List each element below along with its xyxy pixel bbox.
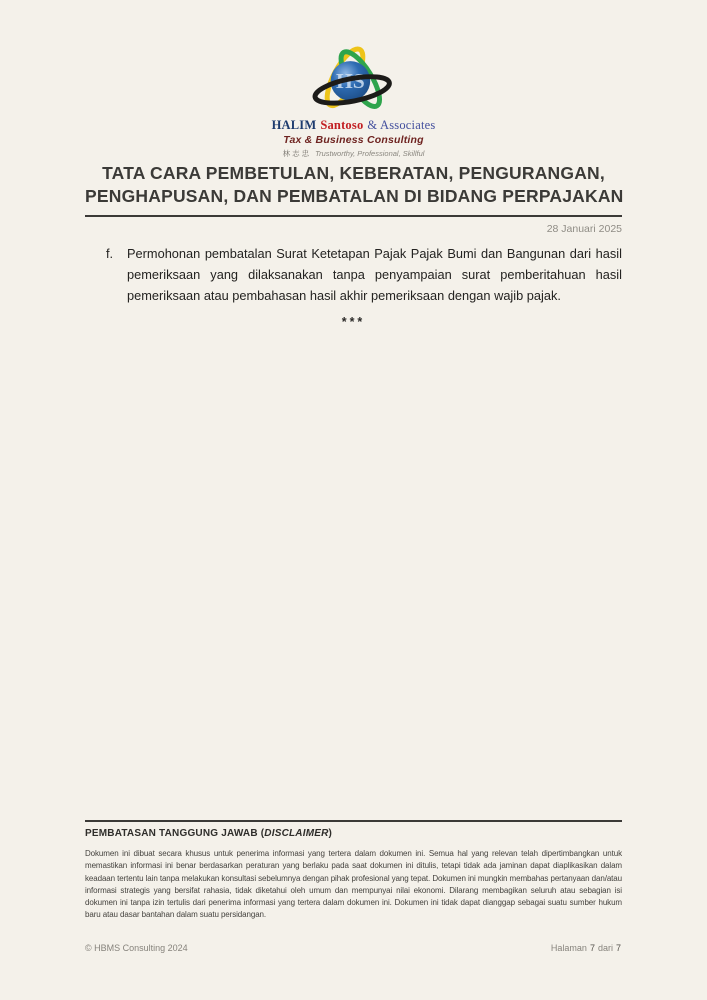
disclaimer-heading-prefix: PEMBATASAN TANGGUNG JAWAB ( <box>85 828 265 839</box>
disclaimer-heading-italic: DISCLAIMER <box>264 828 329 839</box>
document-date: 28 Januari 2025 <box>546 223 622 235</box>
disclaimer-heading <box>85 828 622 839</box>
page-number-total: 7 <box>615 943 621 953</box>
page-title-line1: TATA CARA PEMBETULAN, KEBERATAN, PENGURANGAN, <box>102 163 605 183</box>
copyright-notice: © HBMS Consulting 2024 <box>85 943 188 953</box>
document-body <box>85 243 622 329</box>
company-motto-cjk: 林志忠 <box>282 149 312 158</box>
list-item-label: f. <box>106 246 114 261</box>
company-motto-text: Trustworthy, Professional, Skillful <box>315 149 425 158</box>
page-number-word: Halaman <box>550 943 587 953</box>
page-title-line2: PENGHAPUSAN, DAN PEMBATALAN DI BIDANG PERPAJAKAN <box>85 186 624 206</box>
list-item-text: Permohonan pembatalan Surat Ketetapan Pajak Pajak Bumi dan Bangunan dari hasil pemeriksaan yang dilaksanakan tanpa penyampaian surat pemberitahuan hasil pemeriksaan atau pembahasan hasil akhir pemeriksaan dengan wajib pajak. <box>127 246 622 303</box>
page-title <box>85 162 622 208</box>
page-number <box>549 943 622 953</box>
company-name-associates: & Associates <box>367 118 436 132</box>
page-footer <box>85 943 622 953</box>
title-divider <box>85 215 622 217</box>
company-tagline: Tax & Business Consulting <box>283 134 424 146</box>
logo-monogram: HS <box>335 69 365 94</box>
disclaimer-text: Dokumen ini dibuat secara khusus untuk penerima informasi yang tertera dalam dokumen ini. Semua hal yang relevan telah dipertimbangkan untuk memastikan informasi ini benar berdasarkan peraturan yang berlaku pada saat dokumen ini ditulis, tetapi tidak ada jaminan dapat diaplikasikan dalam keadaan tertentu lain tanpa melakukan konsultasi sebelumnya dengan pihak profesional yang tepat. Dokumen ini mungkin membahas pertanyaan dan/atau informasi strategis yang bersifat rahasia, tidak diketahui oleh umum dan mempunyai nilai ekonomi. Dilarang membagikan seluruh atau sebagian isi dokumen ini tanpa izin tertulis dari penerima informasi yang tertera dalam dokumen ini. Dokumen ini tidak dapat dianggap sebagai suatu sumber hukum baru atau dasar bantahan dalam suatu persidangan. <box>85 849 622 920</box>
page-number-separator: dari <box>597 943 613 953</box>
disclaimer-heading-suffix: ) <box>328 828 333 839</box>
company-logo <box>0 44 707 159</box>
page-number-current: 7 <box>589 943 595 953</box>
company-name <box>0 118 707 133</box>
list-item <box>85 243 622 306</box>
company-name-santoso: Santoso <box>320 118 364 132</box>
company-logo-icon <box>291 44 417 116</box>
document-header <box>85 162 622 235</box>
company-name-halim: HALIM <box>271 118 317 132</box>
company-motto <box>0 148 707 159</box>
end-of-document-separator: *** <box>341 315 366 329</box>
disclaimer-section <box>85 820 622 922</box>
